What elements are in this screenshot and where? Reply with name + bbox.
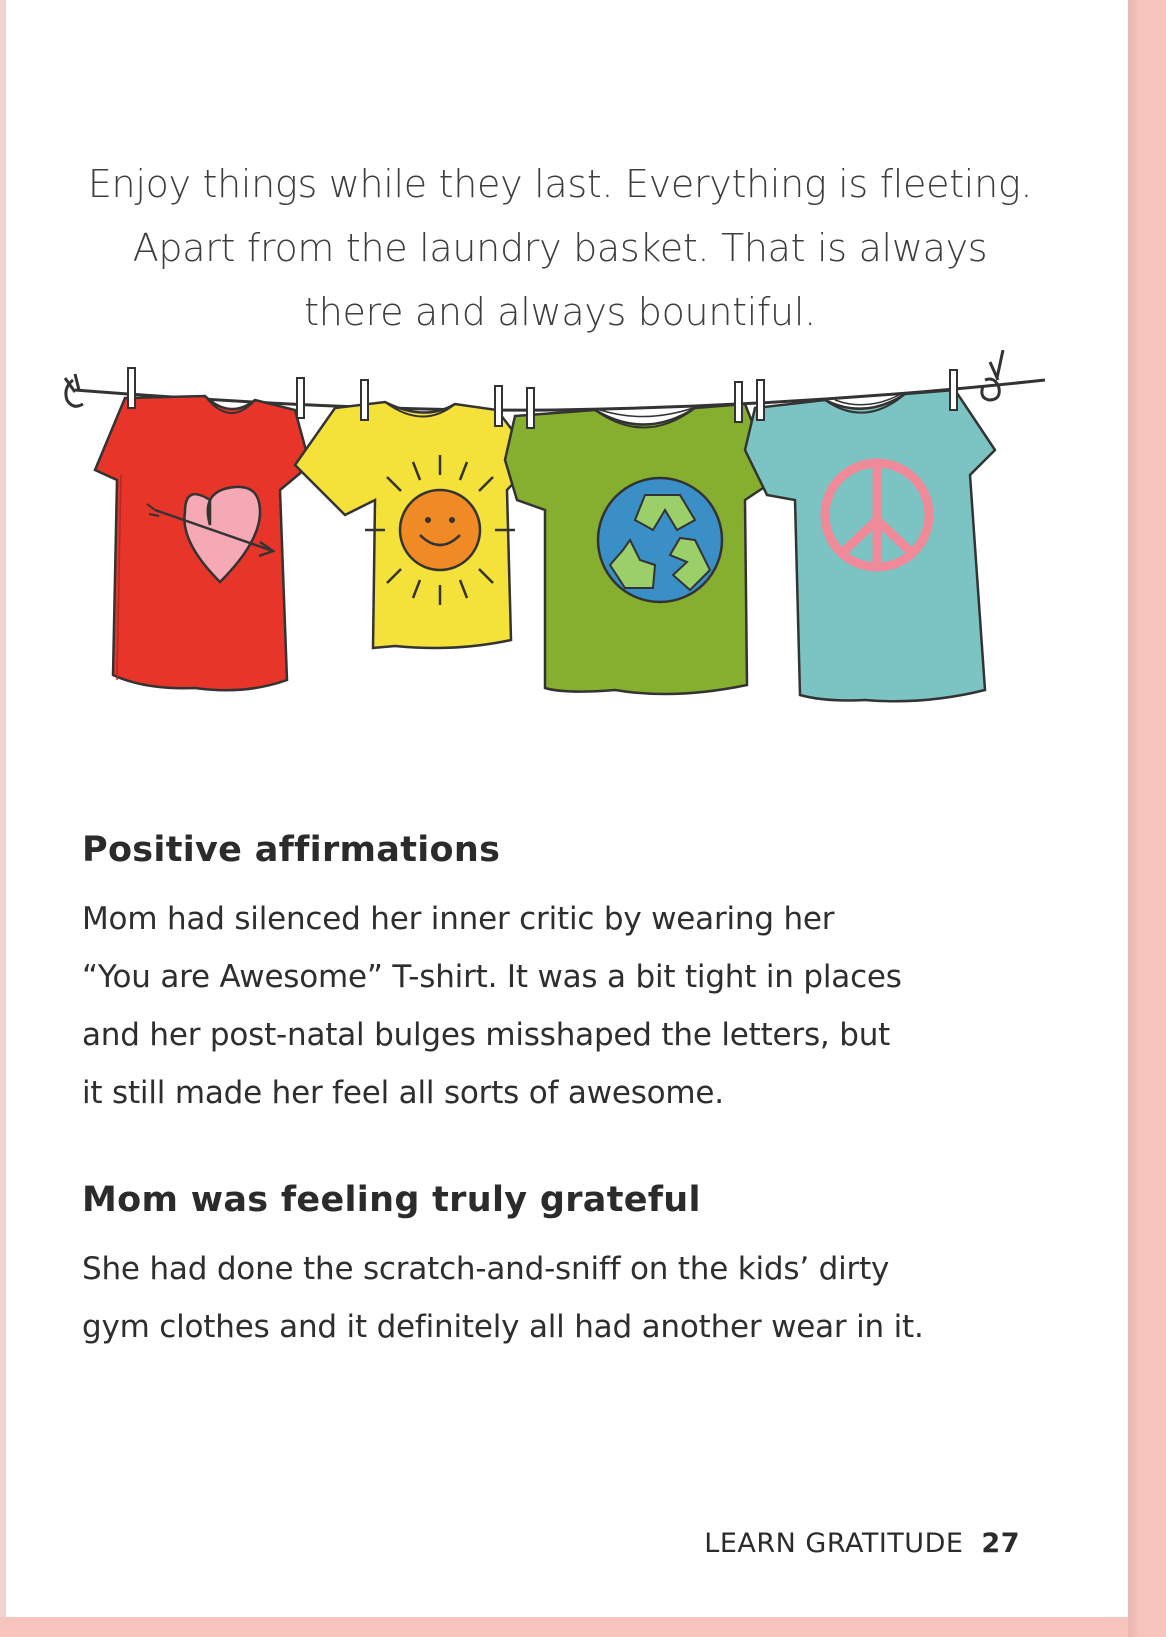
section-heading: Positive affirmations: [82, 830, 501, 870]
body-line: “You are Awesome” T-shirt. It was a bit tight in places: [82, 959, 902, 995]
page-right-edge: [1128, 0, 1140, 1637]
quote: [60, 152, 1060, 344]
green-tshirt: [505, 382, 775, 694]
clothespin: [361, 380, 368, 420]
clothesline-illustration: [55, 350, 1065, 755]
yellow-tshirt: [295, 380, 535, 648]
recycle-icon: [598, 478, 722, 602]
section-body: [82, 1240, 1042, 1356]
quote-line: Enjoy things while they last. Everything is fleeting.: [87, 162, 1033, 206]
page-footer: [704, 1528, 1020, 1559]
body-line: and her post-natal bulges misshaped the letters, but: [82, 1017, 891, 1053]
clothespin: [495, 386, 502, 426]
clothespin: [527, 388, 534, 428]
footer-section-title: LEARN GRATITUDE: [704, 1528, 964, 1559]
section-heading: Mom was feeling truly grateful: [82, 1180, 701, 1220]
clothespin: [950, 370, 957, 410]
quote-line: there and always bountiful.: [304, 290, 816, 334]
clothespin: [297, 378, 304, 418]
teal-tshirt: [745, 370, 995, 701]
section-body: [82, 890, 1042, 1122]
clothespin: [128, 368, 135, 408]
clothespin: [757, 380, 764, 420]
right-hook-icon: [982, 350, 1003, 400]
red-tshirt: [95, 368, 310, 690]
page-left-edge: [0, 0, 6, 1617]
clothespin: [735, 382, 742, 422]
body-line: She had done the scratch-and-sniff on the kids’ dirty: [82, 1251, 890, 1287]
quote-line: Apart from the laundry basket. That is always: [132, 226, 988, 270]
body-line: it still made her feel all sorts of awesome.: [82, 1075, 724, 1111]
page-number: 27: [981, 1528, 1020, 1559]
body-line: Mom had silenced her inner critic by wearing her: [82, 901, 835, 937]
body-line: gym clothes and it definitely all had another wear in it.: [82, 1309, 924, 1345]
